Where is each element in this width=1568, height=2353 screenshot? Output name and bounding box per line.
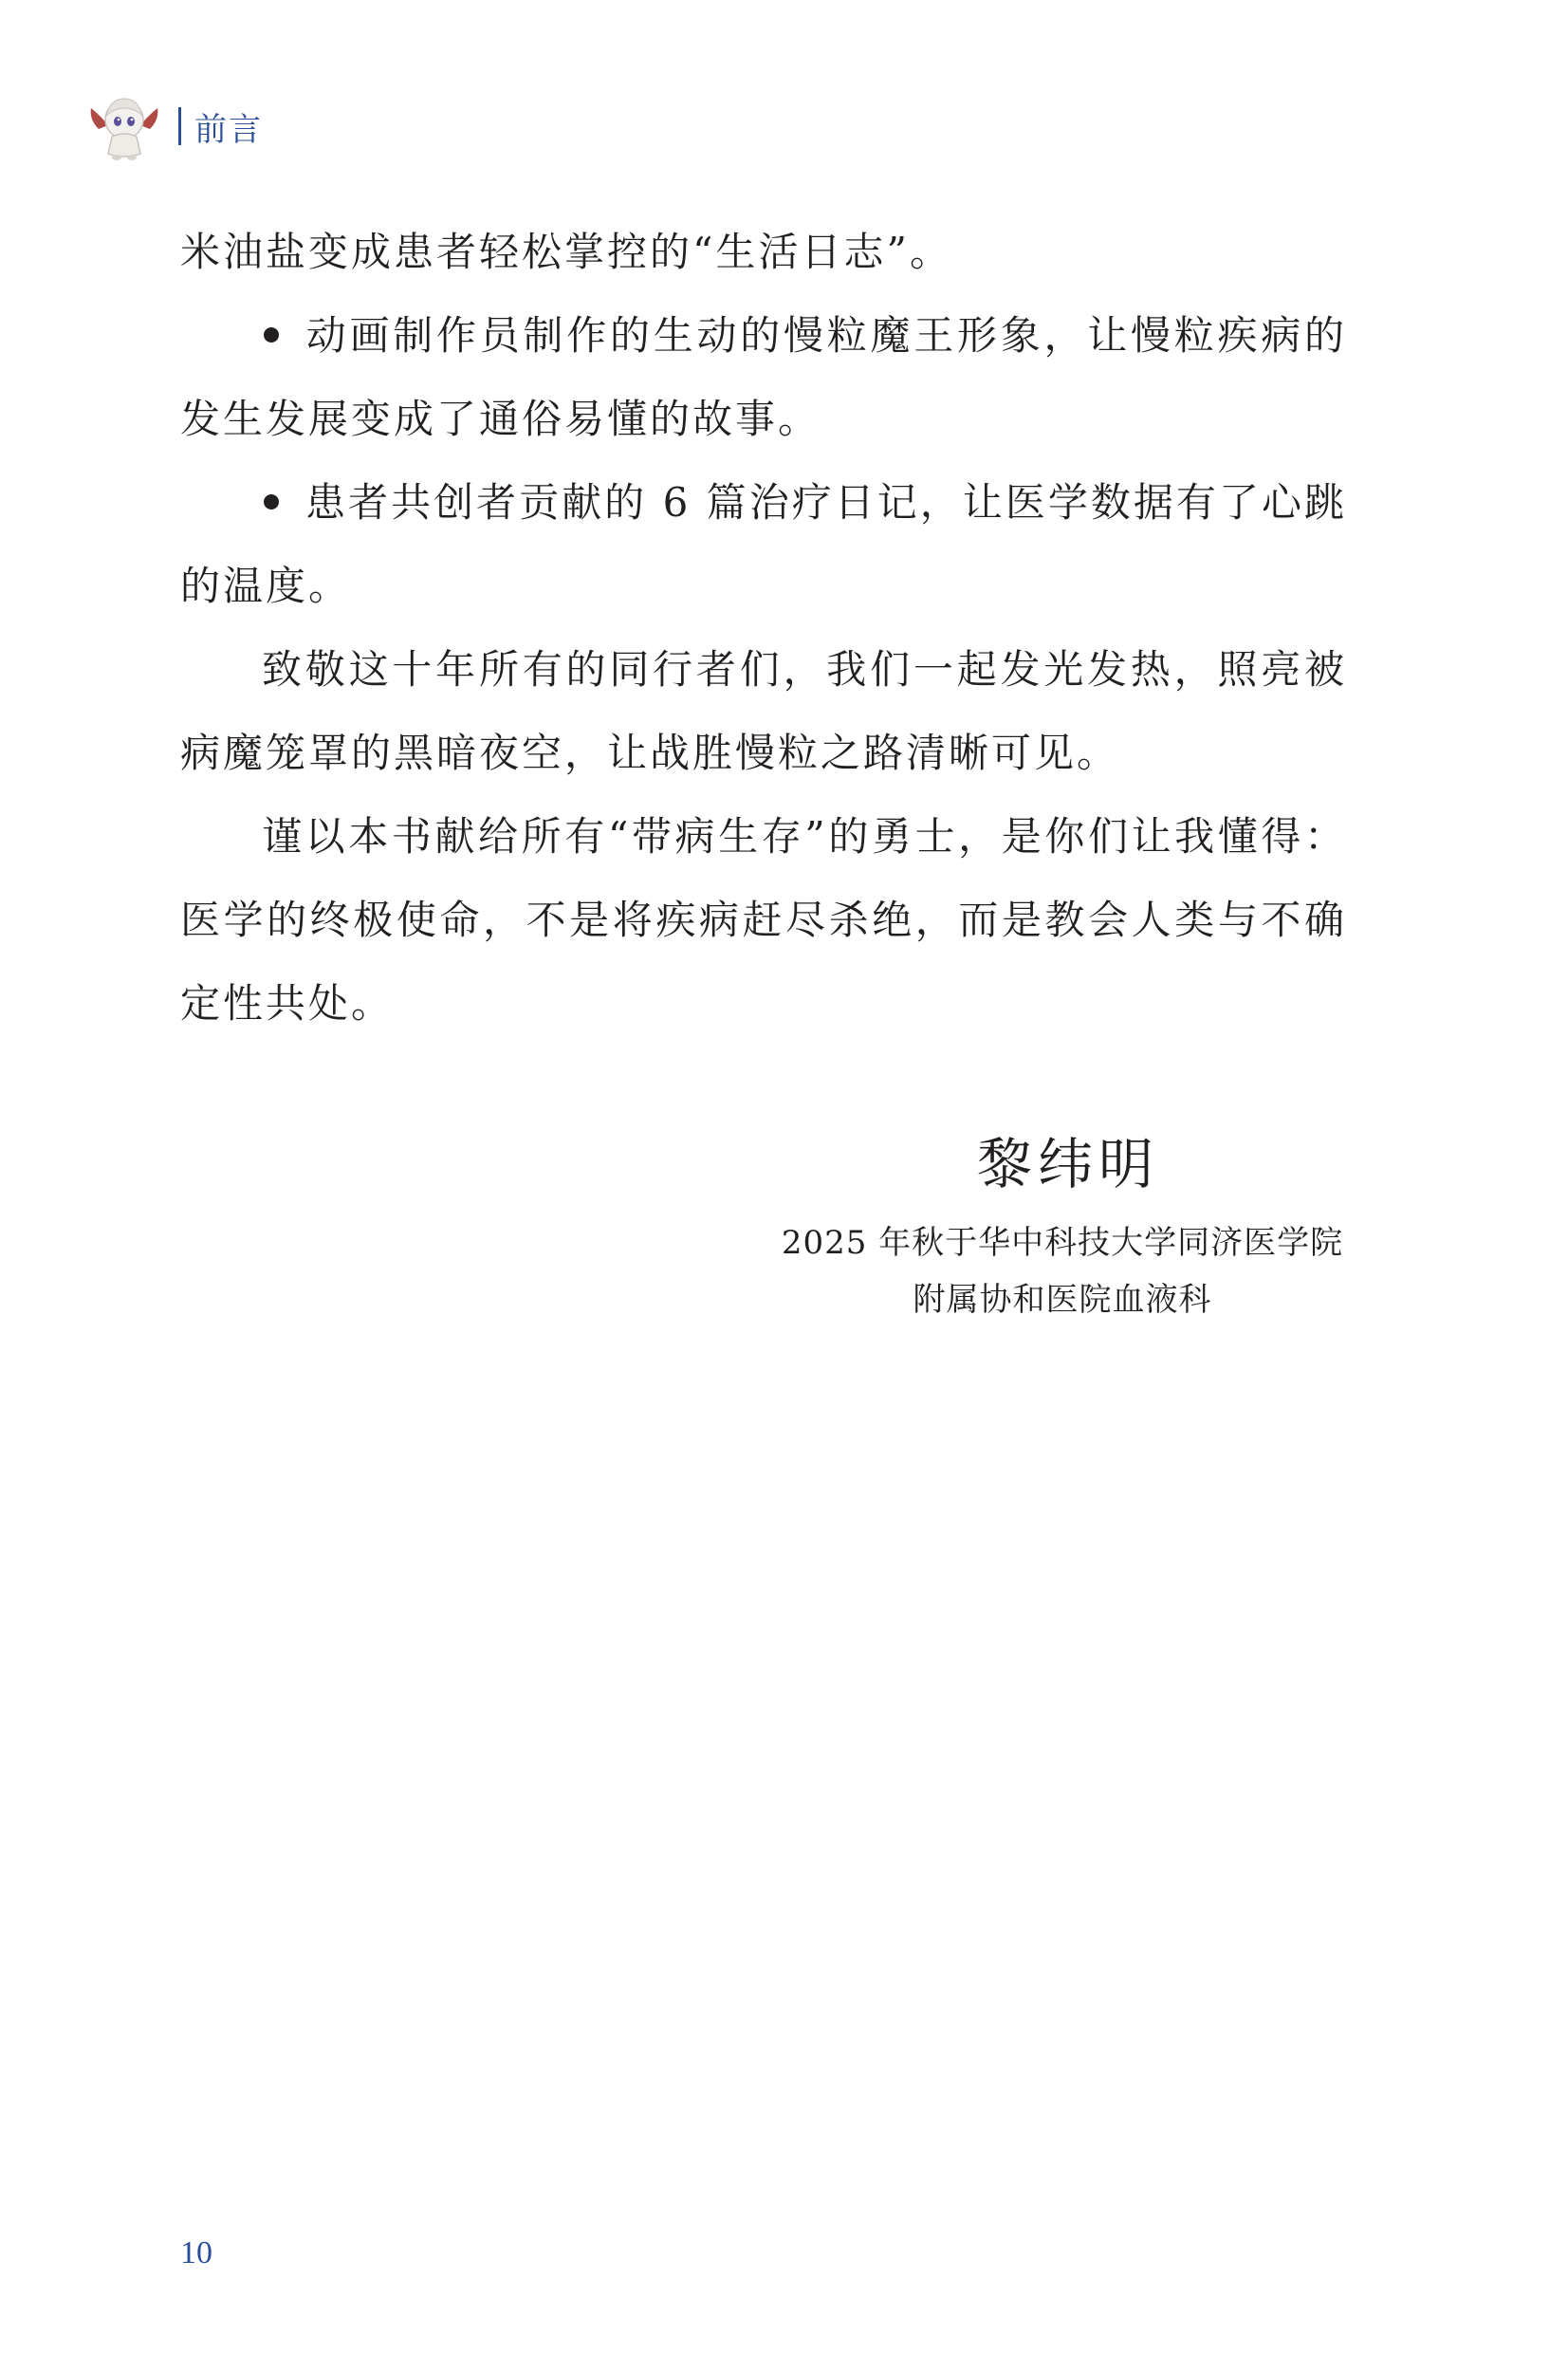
bullet-text: 患者共创者贡献的 6 篇治疗日记，让医学数据有了心跳的温度。 <box>180 479 1347 609</box>
page-number: 10 <box>180 2235 212 2270</box>
mascot-icon <box>85 87 163 165</box>
author-signature: 黎纬明 <box>977 1132 1160 1196</box>
affiliation-line: 2025 年秋于华中科技大学同济医学院 <box>781 1224 1344 1262</box>
bullet-icon <box>264 494 279 510</box>
running-header <box>85 83 263 169</box>
bullet-icon <box>264 327 279 343</box>
affiliation-line: 附属协和医院血液科 <box>913 1281 1212 1319</box>
section-title: 前言 <box>194 110 263 149</box>
paragraph: 米油盐变成患者轻松掌控的“生活日志”。 <box>180 229 952 275</box>
bullet-item <box>180 294 1347 461</box>
bullet-text: 动画制作员制作的生动的慢粒魔王形象，让慢粒疾病的发生发展变成了通俗易懂的故事。 <box>180 312 1347 442</box>
paragraph: 谨以本书献给所有“带病生存”的勇士，是你们让我懂得：医学的终极使命，不是将疾病赶尽杀绝，而是教会人类与不确定性共处。 <box>180 813 1347 1027</box>
header-divider <box>178 107 181 145</box>
bullet-item <box>180 461 1347 628</box>
paragraph: 致敬这十年所有的同行者们，我们一起发光发热，照亮被病魔笼罩的黑暗夜空，让战胜慢粒之路清晰可见。 <box>180 646 1347 776</box>
body-text <box>180 211 1347 1046</box>
